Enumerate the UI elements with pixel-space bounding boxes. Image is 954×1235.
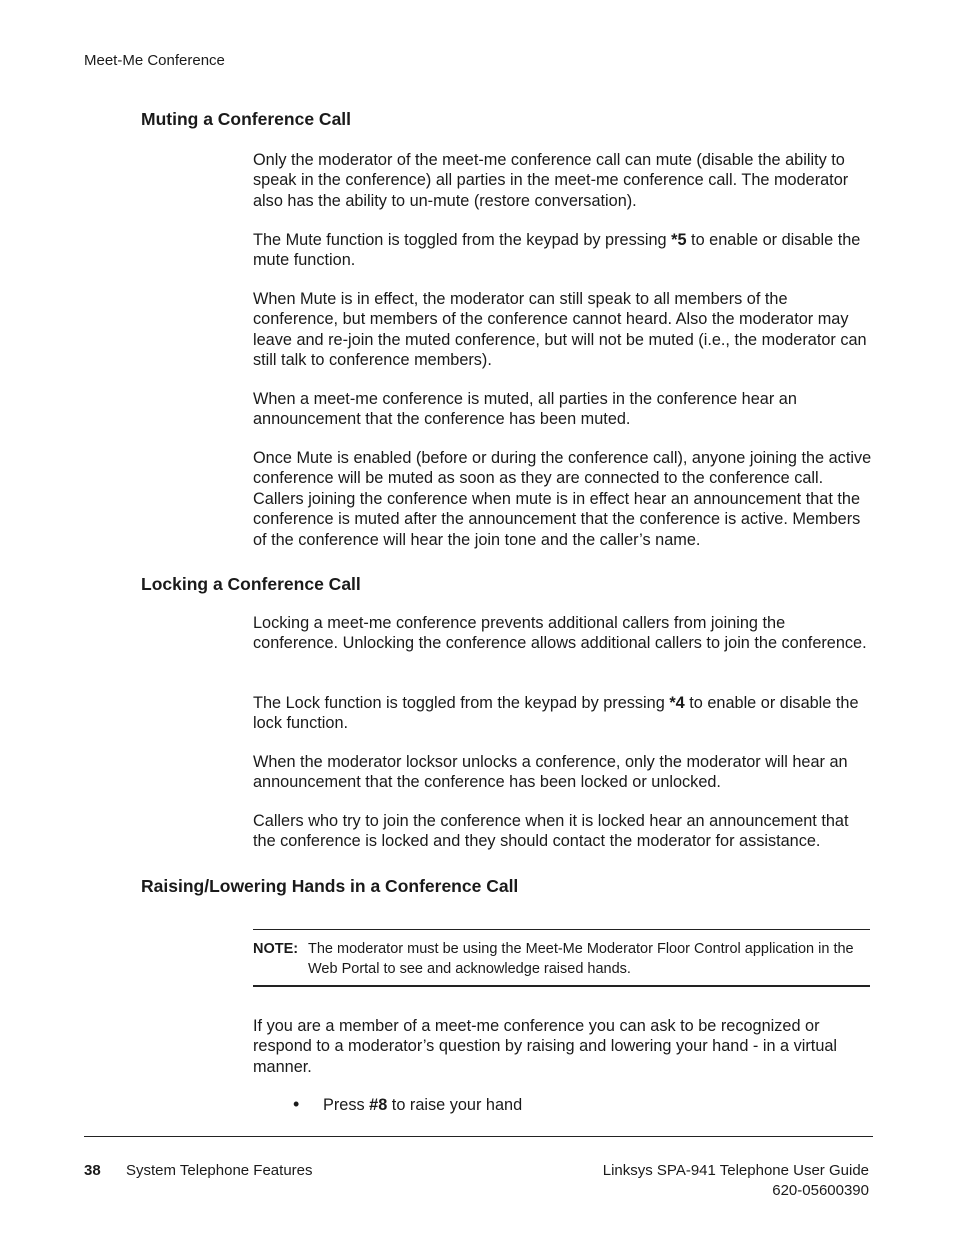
bullet-dot-icon: •	[293, 1094, 300, 1114]
footer-rule	[84, 1136, 873, 1137]
note-text: The moderator must be using the Meet-Me Moderator Floor Control application in the Web Portal to see and acknowledge raised hands.	[308, 941, 854, 977]
muting-paragraph-1: Only the moderator of the meet-me conference call can mute (disable the ability to speak in the conference) all parties in the meet-me conference call. The moderator also has the ability to un-mute (restore conversation).	[253, 151, 849, 210]
lock-key-code: *4	[669, 694, 685, 712]
hands-paragraph-1: If you are a member of a meet-me conference you can ask to be recognized or respond to a moderator’s question by raising and lowering your hand - in a virtual manner.	[253, 1017, 838, 1076]
bullet-text-end: to raise your hand	[387, 1096, 523, 1114]
raise-hand-key-code: #8	[369, 1096, 388, 1114]
locking-p2-text: The Lock function is toggled from the keypad by pressing	[253, 694, 670, 712]
heading-hands: Raising/Lowering Hands in a Conference Call	[141, 876, 519, 896]
bullet-text	[323, 1095, 522, 1115]
mute-key-code: *5	[671, 231, 687, 249]
locking-p2-text-end: to enable or disable the lock function.	[253, 694, 859, 733]
note-label: NOTE:	[253, 941, 299, 957]
muting-paragraph-3: When Mute is in effect, the moderator can still speak to all members of the conference, but members of the conference cannot heard. Also the moderator may leave and re-join the muted conference, but will not be muted (i.e., the moderator can still talk to conference members).	[253, 290, 867, 370]
heading-locking: Locking a Conference Call	[141, 574, 361, 594]
muting-p2-text: The Mute function is toggled from the keypad by pressing	[253, 231, 672, 249]
muting-paragraph-5: Once Mute is enabled (before or during the conference call), anyone joining the active conference will be muted as soon as they are connected to the conference call. Callers joining the conference when mute is in effect hear an announcement that the conference is muted after the announcement that the conference is active. Members of the conference will hear the join tone and the caller’s name.	[253, 449, 872, 549]
muting-p2-text-end: to enable or disable the mute function.	[253, 231, 861, 270]
footer-section-name: System Telephone Features	[126, 1162, 313, 1179]
muting-paragraph-4: When a meet-me conference is muted, all parties in the conference hear an announcement that the conference has been muted.	[253, 390, 797, 429]
locking-paragraph-1: Locking a meet-me conference prevents additional callers from joining the conference. Unlocking the conference allows additional callers to join the conference.	[253, 614, 867, 653]
muting-paragraph-2	[253, 230, 873, 271]
footer-guide-info	[603, 1161, 869, 1201]
locking-paragraph-4: Callers who try to join the conference when it is locked hear an announcement that the conference is locked and they should contact the moderator for assistance.	[253, 812, 849, 851]
locking-paragraph-3: When the moderator locksor unlocks a conference, only the moderator will hear an announcement that the conference has been locked or unlocked.	[253, 753, 848, 792]
bullet-text-start: Press	[323, 1096, 370, 1114]
running-header: Meet-Me Conference	[84, 52, 225, 69]
locking-paragraph-2	[253, 693, 873, 734]
note-box	[253, 929, 870, 987]
page-number: 38	[84, 1162, 101, 1179]
footer-guide-title: Linksys SPA-941 Telephone User Guide	[602, 1162, 869, 1179]
footer-doc-number: 620-05600390	[772, 1182, 869, 1199]
heading-muting: Muting a Conference Call	[141, 109, 352, 129]
